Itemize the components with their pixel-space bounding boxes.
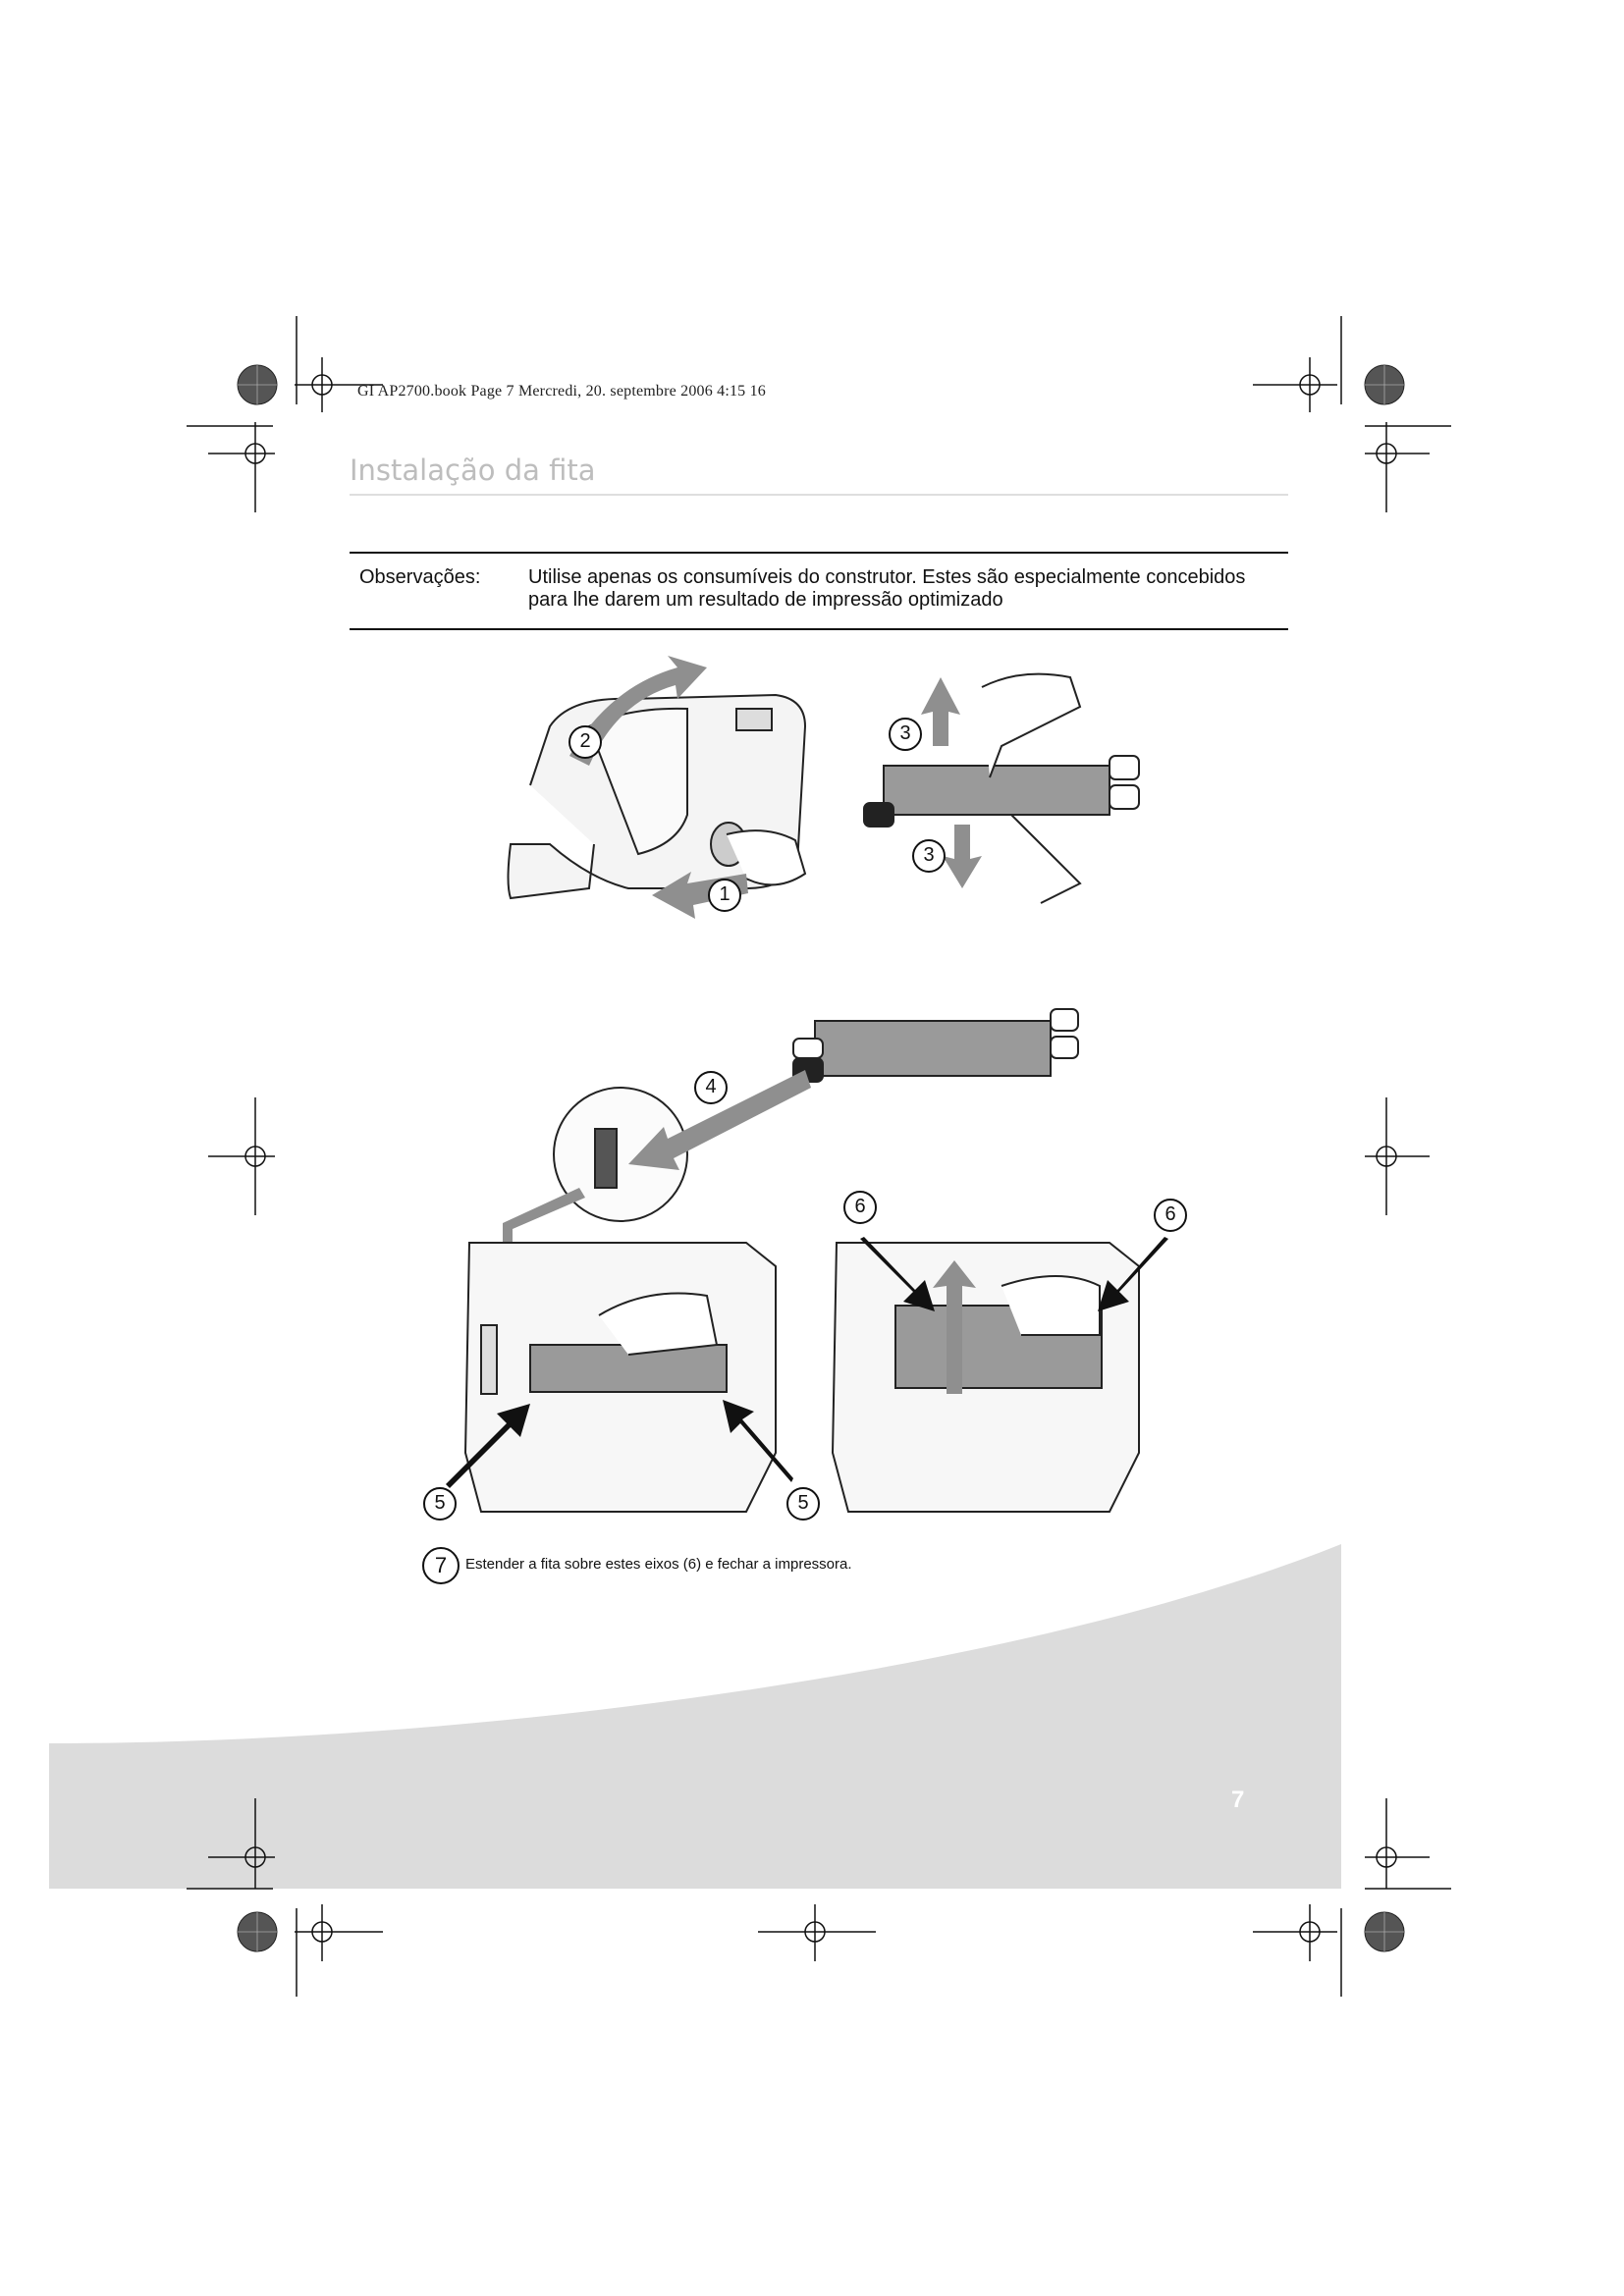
callout-3-bottom: 3 — [923, 844, 935, 866]
arrow-3-down — [943, 825, 982, 888]
print-header: GI AP2700.book Page 7 Mercredi, 20. septembre 2006 4:15 16 — [357, 383, 766, 400]
callout-3-top: 3 — [899, 722, 911, 744]
step7-caption: Estender a fita sobre estes eixos (6) e fechar a impressora. — [465, 1556, 852, 1573]
note-rule-bottom — [350, 628, 1288, 630]
title-rule — [350, 494, 1288, 496]
printer-side-illustration — [509, 695, 806, 898]
note-rule-top — [350, 552, 1288, 554]
arrow-3-up — [921, 677, 960, 746]
callout-5-right: 5 — [797, 1492, 809, 1514]
footer-band — [49, 1544, 1341, 1889]
callout-6-right: 6 — [1164, 1203, 1176, 1225]
note-text-line1: Utilise apenas os consumíveis do construtor. Estes são especialmente concebidos — [528, 566, 1246, 588]
page-number: 7 — [1231, 1787, 1245, 1813]
section-title: Instalação da fita — [350, 454, 596, 487]
callout-2: 2 — [579, 730, 591, 752]
printer-open-left-illustration — [465, 1243, 776, 1512]
printer-open-right-illustration — [833, 1243, 1139, 1512]
step7-number: 7 — [422, 1547, 460, 1584]
callout-6-left: 6 — [854, 1196, 866, 1217]
note-text-line2: para lhe darem um resultado de impressão optimizado — [528, 589, 1003, 611]
ribbon-insert-illustration — [554, 1009, 1078, 1221]
ribbon-cartridge-illustration — [864, 674, 1139, 903]
callout-1: 1 — [719, 883, 731, 905]
note-label: Observações: — [359, 566, 481, 588]
callout-5-left: 5 — [434, 1492, 446, 1514]
callout-4: 4 — [705, 1076, 717, 1097]
